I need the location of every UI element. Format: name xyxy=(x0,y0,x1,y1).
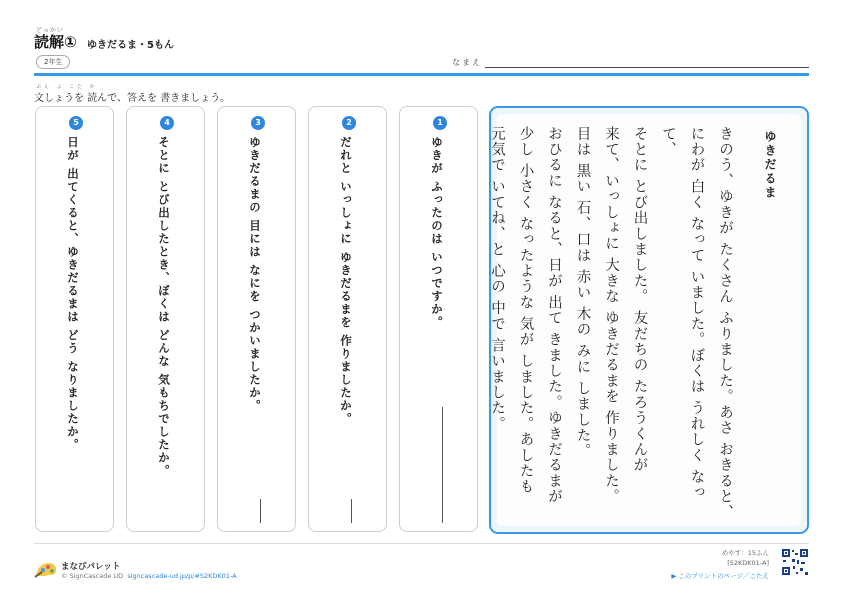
story-text xyxy=(483,126,740,526)
footer-divider xyxy=(34,543,809,544)
grade-badge: 2年生 xyxy=(36,55,70,69)
time-estimate: めやす：15ふん xyxy=(721,549,769,557)
worksheet-code: [S2KDK01-A] xyxy=(727,559,769,567)
story-line: にわが 白く なって いました。ぼくは うれしく なって、 xyxy=(660,126,705,501)
story-line: 目は 黒い 石、口は 赤い 木の みに しました。 xyxy=(574,126,591,460)
header-divider xyxy=(34,73,809,76)
story-line: 元気で いてね、と 心の 中で 言いました。 xyxy=(489,126,505,432)
title-ruby: どっかい xyxy=(36,27,64,34)
story-box xyxy=(489,106,809,534)
answer-page-link[interactable]: ▶ このプリントのページ／こたえ xyxy=(671,572,769,580)
question-box-3 xyxy=(217,106,296,532)
page-title: 読解① xyxy=(34,33,77,51)
story-line: そとに とび出しました。 友だちの たろうくんが xyxy=(631,126,648,474)
question-box-1 xyxy=(399,106,478,532)
story-line: きのう、ゆきが たくさん ふりました。あさ おきると、 xyxy=(717,126,733,521)
name-field-line[interactable] xyxy=(485,67,809,68)
instruction-ruby: ぶん よ こた か xyxy=(36,84,98,90)
question-number-badge: 2 xyxy=(342,116,356,130)
instruction-text: 文しょうを 読んで、答えを 書きましょう。 xyxy=(34,93,231,104)
story-line: 来て、いっしょに 大きな ゆきだるまを 作りました。 xyxy=(603,126,619,505)
brand-name: まなびパレット xyxy=(61,562,121,572)
question-text: だれと いっしょに ゆきだるまを 作りましたか。 xyxy=(339,136,353,426)
story-title: ゆきだるま xyxy=(763,130,777,200)
question-box-2 xyxy=(308,106,387,532)
question-text: 日が 出てくると、ゆきだるまは どう なりましたか。 xyxy=(66,136,80,452)
story-line: おひるに なると、日が 出て きました。ゆきだるまが xyxy=(546,126,562,505)
name-label: なまえ xyxy=(452,58,482,67)
question-box-4 xyxy=(126,106,205,532)
answer-line[interactable] xyxy=(351,499,352,523)
story-line: 少し 小さく なったような 気が しました。あしたも xyxy=(517,126,534,495)
question-number-badge: 4 xyxy=(160,116,174,130)
story-panel xyxy=(489,114,801,526)
question-box-5 xyxy=(35,106,114,532)
source-link[interactable]: signcascade-ud.jp/p/#S2KDK01-A xyxy=(127,572,237,580)
question-text: そとに とび出したとき、ぼくは どんな 気もちでしたか。 xyxy=(157,136,171,478)
answer-line[interactable] xyxy=(260,499,261,523)
palette-logo-icon xyxy=(34,560,58,578)
copyright xyxy=(61,572,237,580)
question-text: ゆきが ふったのは いつですか。 xyxy=(430,136,444,330)
question-number-badge: 1 xyxy=(433,116,447,130)
qr-code-icon[interactable] xyxy=(781,548,809,576)
question-number-badge: 5 xyxy=(69,116,83,130)
answer-line[interactable] xyxy=(442,407,443,523)
copyright-text: © SignCascade UD xyxy=(61,572,124,580)
page-subtitle: ゆきだるま・5もん xyxy=(87,40,174,51)
question-text: ゆきだるまの 目には なにを つかいましたか。 xyxy=(248,136,262,413)
question-number-badge: 3 xyxy=(251,116,265,130)
